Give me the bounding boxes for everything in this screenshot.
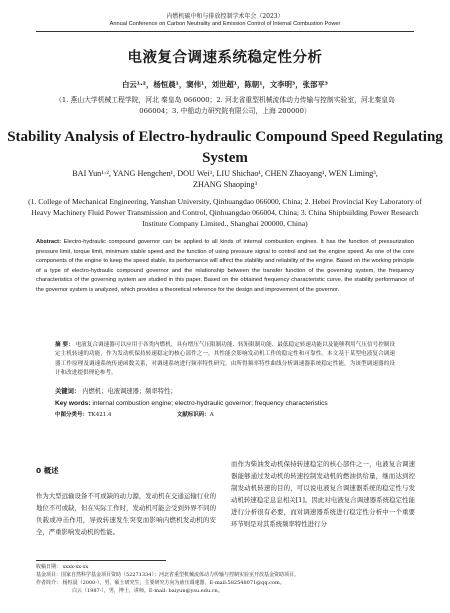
abstract-cn-label: 摘 要： (55, 342, 74, 348)
keywords-cn (55, 387, 395, 397)
doc-code-label: 文献标识码： (176, 412, 210, 418)
clc-code: TK421.4 (88, 412, 112, 418)
header-divider (36, 31, 414, 32)
abstract-cn-text: 电液复合调速器可以应用于各类内燃机，具有增压气压限制功能、转矩限制功能、最低稳定转速功能以及能够利用气压信号控制设定主机转速的功能，作为发动机保持转速稳定的核心部件之一，其性能会影响发动机工作的稳定性和可靠性。本文基于某型电液复合调速器工作原理及调速系统传递函数关系，对调速系统进行频率特性研究。由所得频率特性曲线分析调速器系统稳定性能，为该型调速器的设计和改进提供理论参考。 (55, 342, 395, 376)
clc-label: 中图分类号： (55, 412, 89, 418)
footnotes (36, 563, 416, 595)
keywords-cn-label: 关键词： (55, 388, 81, 395)
footnote-author-1: 作者简介： 杨恒晨（2000-），男，硕士研究生，主要研究方向为液压调速器，E-mail:582548071@qq.com。 (36, 580, 285, 586)
authors-en: BAI Yun¹·², YANG Hengchen¹, DOU Wei¹, LIU Shichao¹, CHEN Zhaoyang¹, WEN Liming³, ZHANG Shaoping³ (72, 169, 378, 189)
footnote-author-2: 白云（1987-），男，博士，讲师。E-mail: baiyun@ysu.edu.cn。 (72, 588, 223, 594)
affiliation-cn: （1. 燕山大学机械工程学院，河北 秦皇岛 066000；2. 河北省重型机械流体动力传输与控制实验室，河北秦皇岛 066004；3. 中船动力研究院有限公司，上海 200000） (55, 96, 395, 115)
keywords-en-text: internal combustion engine; electro-hydraulic governor; frequency characteristics (92, 400, 328, 407)
body-column-right: 而作为柴油发动机保持转速稳定的核心部件之一，电液复合调速器能够通过发动机的转速控制发动机的燃油供给量，继而达到控制发动机转速的目的，可以说电液复合调速器系统的稳定性与发动机转速稳定息息相关[1]。因此对电液复合调速器系统稳定性能进行分析很有必要，而对调速器系统进行稳定性分析中一个重要环节则是对其系统频率特性进行分 (231, 460, 415, 528)
keywords-cn-text: 内燃机；电液调速器；频率特性； (82, 388, 177, 395)
classification-line (55, 411, 395, 419)
abstract-cn (55, 341, 395, 378)
doc-code: A (209, 412, 214, 418)
keywords-en-label: Key words: (55, 400, 91, 407)
body-column-left: 作为大型远输设备不可或缺的动力源，发动机在交通运输行业的地位不可或缺，但在实际工作时，发动机可能会受到外界不同的负载或冲击作用，导致转速发生突变而影响内燃机发动机的安全，严重影响发动机的性能。 (36, 492, 216, 536)
footnote-received: 收稿日期： xxxx-xx-xx (36, 564, 89, 570)
conference-name-en: Annual Conference on Carbon Neutrality and Emission Control of Internal Combustion Power (109, 21, 341, 27)
authors-cn: 白云¹·²，杨恒晨¹，窦伟¹，刘世超¹，陈朝¹，文李明³，张部平³ (121, 80, 329, 89)
abstract-en-text: Electro-hydraulic compound governor can be applied to all kinds of internal combustion engines. It has the function of pressurization pressure limit, torque limit, minimum stable speed and the function of using pressure signal to control and set the engine speed. As one of the core components of the engine to keep the speed stable, its performance will affect the stability and reliability of the engine. Based on the working principle of a type of electro-hydraulic compound governor and the relationship between the transfer function of the governing system, the frequency characteristics of the governing system are studied in this paper. Based on the obtained frequency characteristic curve, the stability performance of the governor system is analyzed, which provides a theoretical reference for the design and improvement of the governor. (36, 239, 414, 293)
abstract-en (36, 238, 414, 296)
keywords-en (55, 399, 395, 409)
conference-name-cn: 内燃机碳中和与排放控制学术年会（2023） (166, 13, 284, 20)
footnote-divider (36, 560, 166, 561)
paper-title-cn: 电液复合调速系统稳定性分析 (127, 50, 323, 66)
paper-title-en: Stability Analysis of Electro-hydraulic Compound Speed Regulating System (7, 129, 443, 166)
affiliation-en: (1. College of Mechanical Engineering, Yanshan University, Qinhuangdao 066000, China; 2. Hebei Provincial Key Laboratory of Heavy Machinery Fluid Power Transmission and Control, Qinhuangdao 066004, China; 3. China Shipbuilding Power Research Institute Company Limited., Shanghai 200000, China) (28, 197, 422, 228)
footnote-fund: 基金项目：国家自然科学基金项目资助（52271334）；河北省重型机械流体动力传输与控制实验室开放基金资助项目。 (36, 572, 299, 578)
section-heading: 0 概述 (36, 466, 59, 475)
abstract-en-label: Abstract: (36, 239, 61, 245)
